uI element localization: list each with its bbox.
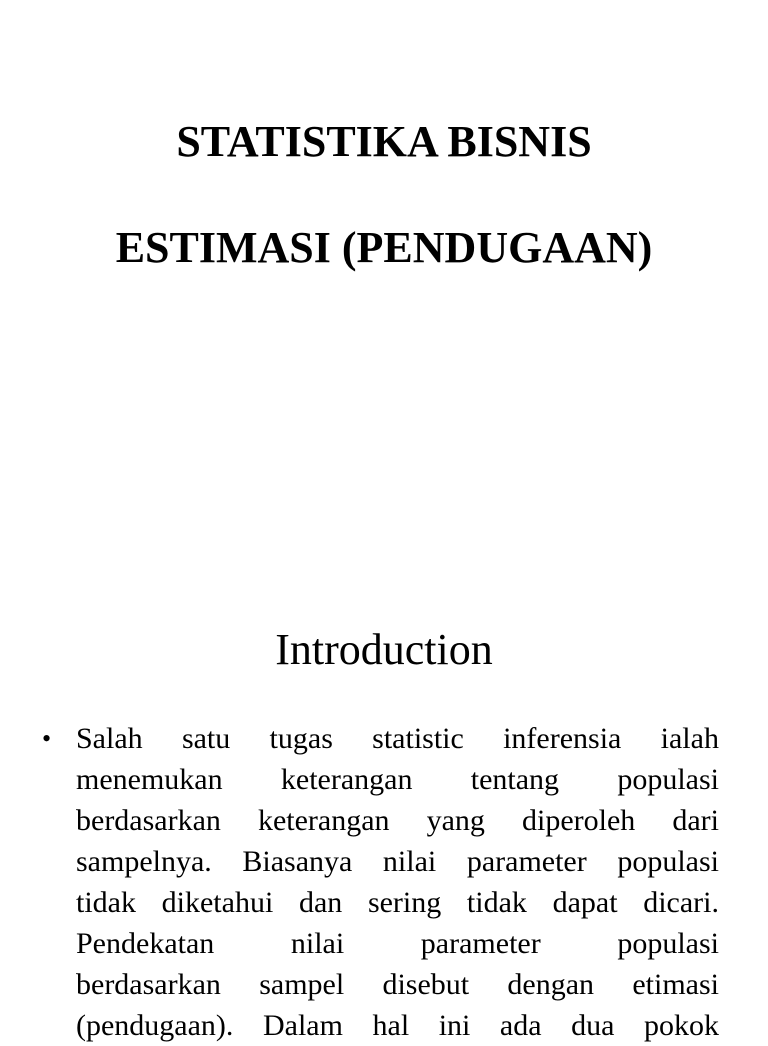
word: Pendekatan [76, 927, 215, 960]
paragraph-line [76, 964, 719, 1005]
section-heading: Introduction [275, 625, 493, 674]
word: dari [672, 804, 719, 837]
word: (pendugaan). [76, 1009, 234, 1042]
word: diketahui [161, 886, 274, 919]
word: disebut [382, 968, 470, 1001]
word: dengan [507, 968, 595, 1001]
word: ialah [660, 722, 719, 755]
word: populasi [617, 763, 719, 796]
slide-title: STATISTIKA BISNIS [176, 117, 592, 166]
word: dua [571, 1009, 615, 1042]
word: dicari. [643, 886, 719, 919]
word: sampelnya. [76, 845, 212, 878]
word: tidak [76, 886, 136, 919]
word: Salah [76, 722, 143, 755]
word: sering [367, 886, 442, 919]
paragraph-line [76, 923, 719, 964]
paragraph-line [76, 718, 719, 759]
word: Biasanya [242, 845, 353, 878]
word: parameter [420, 927, 541, 960]
word: tugas [269, 722, 333, 755]
word: yang [426, 804, 485, 837]
word: keterangan [257, 804, 390, 837]
bullet-paragraph [76, 718, 719, 1046]
word: diperoleh [521, 804, 636, 837]
word: tentang [470, 763, 560, 796]
word: satu [181, 722, 231, 755]
paragraph-line [76, 841, 719, 882]
word: hal [372, 1009, 410, 1042]
paragraph-line [76, 759, 719, 800]
word: populasi [617, 845, 719, 878]
word: nilai [382, 845, 437, 878]
word: dan [298, 886, 343, 919]
word: ada [499, 1009, 542, 1042]
word: statistic [372, 722, 464, 755]
word: berdasarkan [76, 968, 221, 1001]
word: inferensia [503, 722, 622, 755]
word: pokok [643, 1009, 719, 1042]
paragraph-line [76, 1005, 719, 1046]
word: sampel [259, 968, 345, 1001]
word: nilai [290, 927, 345, 960]
paragraph-line [76, 882, 719, 923]
word: Dalam [262, 1009, 343, 1042]
bullet-icon: • [42, 724, 52, 753]
word: etimasi [632, 968, 719, 1001]
word: menemukan [76, 763, 223, 796]
word: tidak [466, 886, 527, 919]
word: ini [438, 1009, 471, 1042]
word: populasi [617, 927, 719, 960]
word: parameter [466, 845, 587, 878]
word: dapat [552, 886, 618, 919]
slide-subtitle: ESTIMASI (PENDUGAAN) [115, 223, 653, 272]
word: berdasarkan [76, 804, 221, 837]
word: keterangan [280, 763, 413, 796]
paragraph-line [76, 800, 719, 841]
